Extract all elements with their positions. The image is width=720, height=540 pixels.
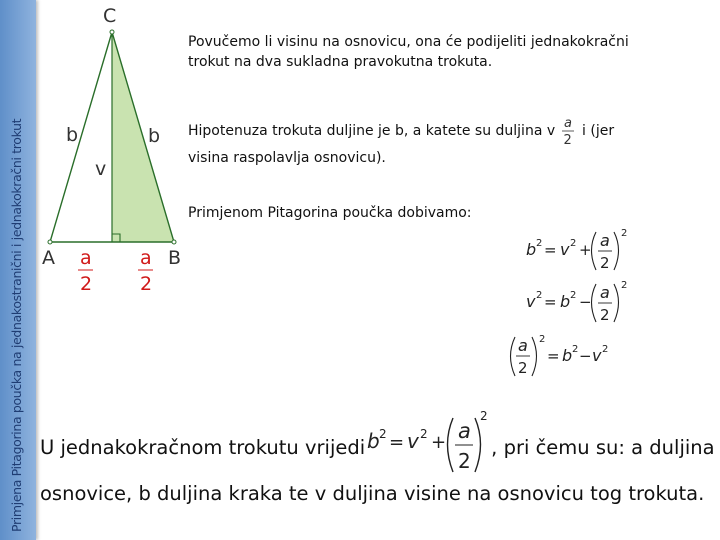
cf-lhs: b <box>367 429 380 453</box>
cf-eq: = <box>389 432 405 453</box>
conclusion-formula <box>365 408 491 478</box>
side-left-label: b <box>66 124 79 146</box>
f3-num: a <box>518 336 528 355</box>
paragraph-hypotenuse <box>188 114 658 168</box>
cf-t1: v <box>407 429 420 453</box>
paragraph-pythagoras: Primjenom Pitagorina poučka dobivamo: <box>188 205 472 221</box>
f3-t2-exp: 2 <box>602 344 609 355</box>
f2-minus: − <box>579 293 592 311</box>
f1-lhs-exp: 2 <box>536 238 543 249</box>
conclusion-line-2: osnovice, b duljina kraka te v duljina visine na osnovicu tog trokuta. <box>40 482 705 505</box>
cf-den: 2 <box>458 449 471 473</box>
f2-t1-exp: 2 <box>570 290 577 301</box>
half-base-left-num: a <box>80 247 92 269</box>
f1-num: a <box>600 231 610 250</box>
triangle-diagram <box>38 0 208 300</box>
f1-den: 2 <box>600 254 610 272</box>
f2-lhs: v <box>526 292 536 311</box>
cf-num: a <box>458 419 472 443</box>
vertex-b-label: B <box>168 247 182 269</box>
f3-t2: v <box>592 346 602 365</box>
f1-t1-exp: 2 <box>570 238 577 249</box>
formula-b-squared <box>522 226 632 274</box>
f2-t1: b <box>560 292 571 311</box>
formula-half-base-squared <box>504 330 616 380</box>
vertex-c-dot <box>110 30 114 34</box>
f1-left-paren <box>592 232 597 270</box>
f3-right-paren <box>532 337 537 376</box>
sidebar-title: Primjena Pitagorina poučka na jednakostranični i jednakokračni trokut <box>9 118 24 532</box>
formula-v-squared <box>522 278 632 326</box>
f2-left-paren <box>592 284 597 322</box>
p2-frac-den: 2 <box>563 133 572 148</box>
cf-left-paren <box>448 418 454 472</box>
cf-lhs-exp: 2 <box>379 427 387 441</box>
side-right-label: b <box>148 125 161 147</box>
f3-t1-exp: 2 <box>572 344 579 355</box>
half-base-right-den: 2 <box>140 273 153 295</box>
cf-t1-exp: 2 <box>420 427 428 441</box>
f3-den: 2 <box>518 359 528 377</box>
f3-minus: − <box>579 347 592 365</box>
paragraph-height-splits: Povučemo li visinu na osnovicu, ona će podijeliti jednakokračni trokut na dva sukladna pravokutna trokuta. <box>188 34 629 70</box>
f2-right-paren <box>614 284 619 322</box>
conclusion-before: U jednakokračnom trokutu vrijedi <box>40 436 366 459</box>
f1-plus: + <box>579 241 592 259</box>
height-label: v <box>95 158 107 180</box>
f1-t1: v <box>560 240 570 259</box>
f2-num: a <box>600 283 610 302</box>
f3-left-paren <box>511 337 516 376</box>
cf-right-paren <box>475 418 481 472</box>
vertex-b-dot <box>172 240 176 244</box>
p2-text-before: Hipotenuza trokuta duljine je b, a katete su duljina v <box>188 123 556 139</box>
vertex-c-label: C <box>103 5 117 27</box>
half-base-right-num: a <box>140 247 152 269</box>
sidebar <box>0 0 36 540</box>
p2-fraction <box>560 114 578 148</box>
f2-den: 2 <box>600 306 610 324</box>
conclusion-line-1 <box>40 409 716 478</box>
half-base-left-den: 2 <box>80 273 93 295</box>
conclusion-paragraph <box>40 409 716 509</box>
f3-t1: b <box>562 346 573 365</box>
f1-right-paren <box>614 232 619 270</box>
f1-exp: 2 <box>621 228 628 239</box>
vertex-a-dot <box>48 240 52 244</box>
f2-exp: 2 <box>621 280 628 291</box>
f3-eq: = <box>547 347 560 365</box>
p2-text-after: i (jer visina raspolavlja osnovicu). <box>188 123 615 166</box>
f2-lhs-exp: 2 <box>536 290 543 301</box>
p2-frac-num: a <box>563 116 572 131</box>
conclusion-after-line-1: , pri čemu su: a duljina <box>491 436 715 459</box>
f3-exp: 2 <box>539 334 546 345</box>
cf-exp: 2 <box>480 409 488 423</box>
f2-eq: = <box>544 293 557 311</box>
cf-plus: + <box>431 432 447 453</box>
vertex-a-label: A <box>42 247 55 269</box>
f1-lhs: b <box>526 240 537 259</box>
f1-eq: = <box>544 241 557 259</box>
